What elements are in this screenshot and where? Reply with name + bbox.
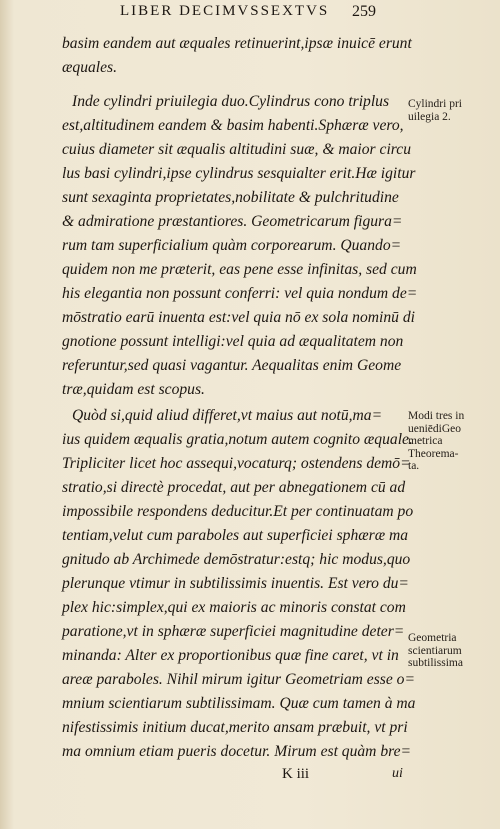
text-line: tentiam,velut cum paraboles aut superficiei sphæræ ma [62, 527, 409, 544]
text-line: impossibile respondens deducitur.Et per continuatam po [62, 503, 414, 520]
text-line: nifestissimis initium ducat,merito ansam præbuit, vt pri [62, 719, 408, 736]
text-line: plex hic:simplex,qui ex maioris ac minoris constat com [62, 599, 406, 616]
margin-note-modi [408, 410, 496, 473]
margin-note-line: Geometria [408, 632, 457, 644]
text-line: plerunque vtimur in subtilissimis inuentis. Est vero du= [62, 575, 409, 592]
signature-mark: K iii [282, 766, 310, 782]
margin-note-geometria [408, 632, 496, 670]
header-title: LIBER DECIMVSSEXTVS [120, 3, 330, 19]
text-line: sunt sexaginta proprietates,nobilitate & pulchritudine [62, 189, 399, 206]
text-line: ius quidem æqualis gratia,notum autem cognito æquale. [62, 431, 413, 448]
margin-note-line: uilegia 2. [408, 110, 451, 123]
text-line: cuius diameter sit æqualis altitudini suæ, & maior circu [62, 141, 411, 158]
text-line: & admiratione præstantiores. Geometricarum figura= [62, 213, 403, 230]
margin-note-line: subtilissima [408, 657, 463, 669]
text-line: gnitudo ab Archimede demōstratur:estq; hic modus,quo [62, 551, 411, 568]
text-line: ma omnium etiam pueris docetur. Mirum est quàm bre= [62, 743, 412, 760]
text-line: lus basi cylindri,ipse cylindrus sesquialter erit.Hæ igitur [62, 165, 416, 182]
text-line: mnium scientiarum subtilissimam. Quæ cum tamen à ma [62, 695, 416, 712]
page-number: 259 [352, 3, 376, 20]
text-line: Tripliciter licet hoc assequi,vocaturq; ostendens demō= [62, 455, 411, 472]
text-line: minanda: Alter ex proportionibus quæ fine caret, vt in [62, 647, 399, 664]
text-line: stratio,si directè procedat, aut per abnegationem cū ad [62, 479, 406, 496]
margin-note-line: ueniēdiGeo [408, 422, 462, 435]
text-line: areæ paraboles. Nihil mirum igitur Geometriam esse o= [62, 671, 415, 688]
text-line: Inde cylindri priuilegia duo.Cylindrus cono triplus [72, 93, 390, 110]
text-line: paratione,vt in sphæræ superficiei magnitudine deter= [62, 623, 405, 640]
text-line: æquales. [62, 59, 118, 76]
catchword: ui [392, 766, 403, 781]
margin-note-line: ta. [408, 460, 420, 472]
text-line: træ,quidam est scopus. [62, 381, 205, 398]
text-line: Quòd si,quid aliud differet,vt maius aut notū,ma= [72, 407, 383, 424]
margin-note-line: Theorema- [408, 447, 459, 460]
text-line: his elegantia non possunt conferri: vel quia nondum de= [62, 285, 418, 302]
text-line: referuntur,sed quasi vagantur. Aequalitas enim Geome [62, 357, 402, 374]
text-line: est,altitudinem eandem & basim habenti.Sphæræ vero, [62, 117, 404, 134]
margin-note-line: Modi tres in [408, 410, 465, 422]
text-line: rum tam superficialium quàm corporearum. Quando= [62, 237, 402, 254]
text-line: gnotione possunt intelligi:vel quia ad æqualitatem non [62, 333, 404, 350]
text-line: quidem non me præterit, eas pene esse infinitas, sed cum [62, 261, 417, 278]
text-line: basim eandem aut æquales retinuerint,ipsæ inuicē erunt [62, 35, 412, 52]
margin-note-line: Cylindri pri [408, 98, 462, 110]
running-header [84, 3, 404, 25]
text-line: mōstratio earū inuenta est:vel quia nō ex sola nominū di [62, 309, 415, 326]
margin-note-line: scientiarum [408, 644, 462, 657]
margin-note-cylindri [408, 98, 496, 123]
margin-note-line: metrica [408, 435, 443, 447]
